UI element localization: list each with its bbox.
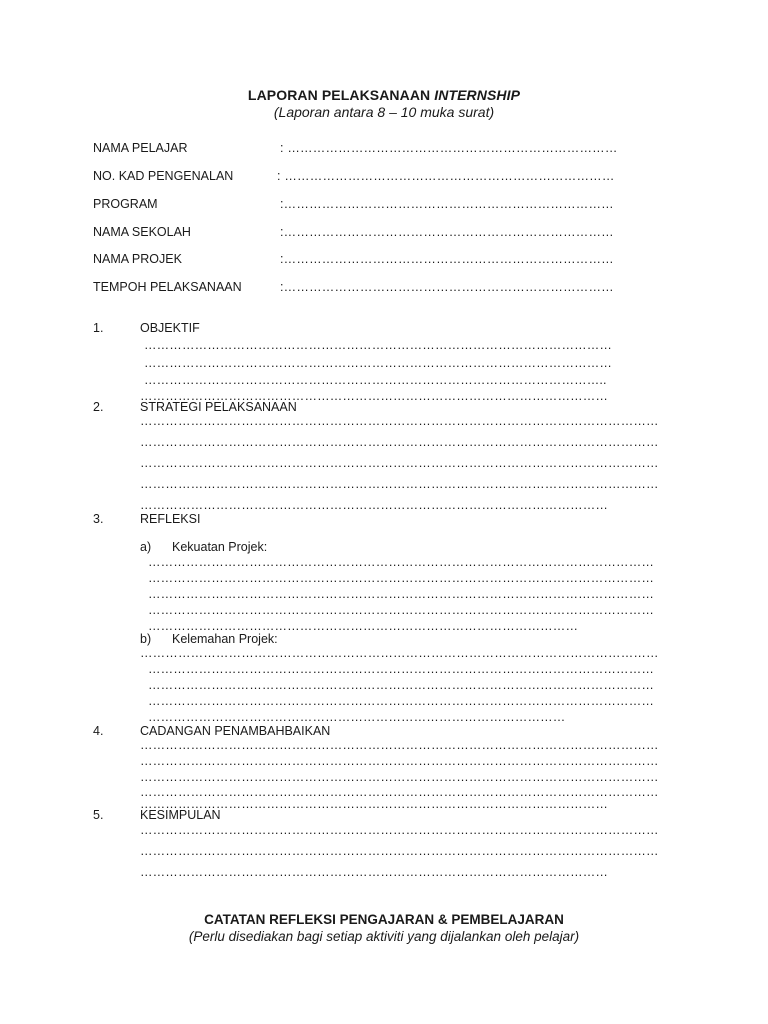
dotted-line: ……………………………………………………………………………………… (148, 711, 566, 724)
subsection-label-kelemahan-projek: Kelemahan Projek: (172, 632, 278, 646)
field-value-tempoh-pelaksanaan: :…………………………………………………………………… (280, 280, 614, 294)
dotted-line: ………………………………………………………………………………………………………… (148, 604, 654, 617)
section-number-2: 2. (93, 400, 104, 414)
field-label-nama-sekolah: NAMA SEKOLAH (93, 225, 191, 239)
dotted-line: …………………………………………………………………………………………………………… (140, 457, 659, 470)
dotted-line: …………………………………………………………………………………………………………… (140, 845, 659, 858)
field-label-no-kad-pengenalan: NO. KAD PENGENALAN (93, 169, 234, 183)
dotted-line: ……………………………………………………………………………………………….. (144, 374, 607, 387)
section-heading-refleksi: REFLEKSI (140, 512, 201, 526)
field-label-nama-pelajar: NAMA PELAJAR (93, 141, 188, 155)
section-heading-strategi-pelaksanaan: STRATEGI PELAKSANAAN (140, 400, 297, 414)
dotted-line: …………………………………………………………………………………………………………… (140, 415, 659, 428)
field-value-nama-sekolah: :…………………………………………………………………… (280, 225, 614, 239)
section-heading-kesimpulan: KESIMPULAN (140, 808, 221, 822)
dotted-line: ………………………………………………………………………………………… (148, 620, 579, 633)
section-number-1: 1. (93, 321, 104, 335)
footer-subtitle: (Perlu disediakan bagi setiap aktiviti yang dijalankan oleh pelajar) (188, 929, 580, 944)
section-number-4: 4. (93, 724, 104, 738)
dotted-line: …………………………………………………………………………………………………………… (140, 771, 659, 784)
dotted-line: ………………………………………………………………………………………………………… (148, 556, 654, 569)
field-label-program: PROGRAM (93, 197, 158, 211)
field-value-no-kad-pengenalan: : …………………………………………………………………… (277, 169, 615, 183)
section-heading-objektif: OBJEKTIF (140, 321, 200, 335)
dotted-line: ………………………………………………………………………………………………… (140, 499, 609, 512)
title-main: LAPORAN PELAKSANAAN (247, 87, 435, 103)
dotted-line: …………………………………………………………………………………………………………… (140, 786, 659, 799)
dotted-line: ………………………………………………………………………………………………… (140, 866, 609, 879)
dotted-line: ………………………………………………………………………………………………… (144, 357, 613, 370)
dotted-line: ………………………………………………………………………………………………………… (148, 679, 654, 692)
title-italic: INTERNSHIP (434, 87, 521, 103)
dotted-line: ………………………………………………………………………………………………… (144, 339, 613, 352)
dotted-line: …………………………………………………………………………………………………………… (140, 647, 659, 660)
subsection-marker-b: b) (140, 632, 152, 646)
subsection-label-kekuatan-projek: Kekuatan Projek: (172, 540, 268, 554)
dotted-line: ………………………………………………………………………………………………………… (148, 588, 654, 601)
document-subtitle: (Laporan antara 8 – 10 muka surat) (273, 104, 495, 120)
dotted-line: …………………………………………………………………………………………………………… (140, 755, 659, 768)
dotted-line: …………………………………………………………………………………………………………… (140, 436, 659, 449)
dotted-line: ………………………………………………………………………………………………………… (148, 695, 654, 708)
section-number-5: 5. (93, 808, 104, 822)
field-value-nama-pelajar: : …………………………………………………………………… (280, 141, 618, 155)
dotted-line: ………………………………………………………………………………………………………… (148, 663, 654, 676)
field-value-nama-projek: :…………………………………………………………………… (280, 252, 614, 266)
dotted-line: ………………………………………………………………………………………………… (140, 798, 609, 811)
dotted-line: …………………………………………………………………………………………………………… (140, 739, 659, 752)
dotted-line: …………………………………………………………………………………………………………… (140, 824, 659, 837)
field-label-tempoh-pelaksanaan: TEMPOH PELAKSANAAN (93, 280, 242, 294)
section-number-3: 3. (93, 512, 104, 526)
document-title (0, 87, 768, 103)
section-heading-cadangan-penambahbaikan: CADANGAN PENAMBAHBAIKAN (140, 724, 331, 738)
subsection-marker-a: a) (140, 540, 152, 554)
dotted-line: …………………………………………………………………………………………………………… (140, 478, 659, 491)
field-label-nama-projek: NAMA PROJEK (93, 252, 182, 266)
dotted-line: ………………………………………………………………………………………………………… (148, 572, 654, 585)
dotted-line: ………………………………………………………………………………………………… (140, 390, 609, 403)
field-value-program: :…………………………………………………………………… (280, 197, 614, 211)
footer-title: CATATAN REFLEKSI PENGAJARAN & PEMBELAJARAN (204, 912, 564, 927)
